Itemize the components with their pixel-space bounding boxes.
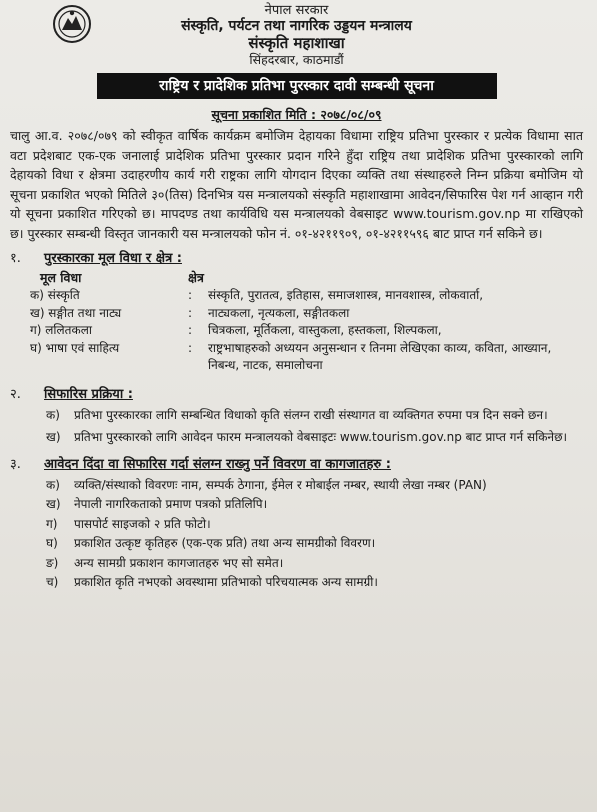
section-recommendation-process (10, 385, 583, 447)
section-number: २. (10, 386, 21, 402)
publication-date: सूचना प्रकाशित मिति : २०७८/०८/०९ (211, 107, 382, 123)
column-header-field: क्षेत्र (188, 270, 204, 286)
list-item: ख) नेपाली नागरिकताको प्रमाण पत्रको प्रतिलिपि। (46, 497, 268, 512)
section-number: ३. (10, 456, 21, 472)
government-emblem-icon (52, 4, 92, 44)
section-heading (10, 385, 583, 405)
list-item: ग) पासपोर्ट साइजको २ प्रति फोटो। (46, 516, 211, 531)
ministry-name: संस्कृति, पर्यटन तथा नागरिक उड्डयन मन्त्रालय (181, 18, 412, 35)
section-title: सिफारिस प्रक्रिया : (44, 386, 133, 402)
letterhead (10, 0, 583, 67)
list-item: क) व्यक्ति/संस्थाको विवरणः नाम, सम्पर्क ठेगाना, ईमेल र मोबाईल नम्बर, स्थायी लेखा नम्बर (PAN) (46, 477, 487, 492)
category-row: ख) सङ्गीत तथा नाट्य : नाट्यकला, नृत्यकला, सङ्गीतकला (30, 305, 350, 320)
category-row: क) संस्कृति : संस्कृति, पुरातत्व, इतिहास, समाजशास्त्र, मानवशास्त्र, लोकवार्ता, (30, 288, 484, 303)
list-item: ख) प्रतिभा पुरस्कारको लागि आवेदन फारम मन्त्रालयको वेबसाइटः www.tourism.gov.np बाट प्राप्त गर्न सकिनेछ। (46, 430, 568, 445)
office-address: सिंहदरबार, काठमाडौं (249, 51, 344, 67)
section-number: १. (10, 251, 21, 267)
section-award-categories (10, 249, 583, 375)
section-heading (10, 455, 583, 475)
section-heading (10, 249, 583, 269)
government-name: नेपाल सरकार (264, 3, 329, 18)
division-name: संस्कृति महाशाखा (248, 33, 345, 52)
category-row: घ) भाषा एवं साहित्य : राष्ट्रभाषाहरुको अध्ययन अनुसन्धान र तिनमा लेखिएका काव्य, कविता, आख्यान, निबन्ध, नाटक, समालोचना (30, 340, 552, 373)
category-row: ग) ललितकला : चित्रकला, मूर्तिकला, वास्तुकला, हस्तकला, शिल्पकला, (30, 323, 442, 338)
notice-title: राष्ट्रिय र प्रादेशिक प्रतिभा पुरस्कार दावी सम्बन्धी सूचना (97, 73, 497, 99)
category-table-header (40, 269, 583, 287)
section-title: पुरस्कारका मूल विधा र क्षेत्र : (44, 251, 182, 267)
section-required-documents (10, 455, 583, 592)
list-item: घ) प्रकाशित उत्कृष्ट कृतिहरु (एक-एक प्रति) तथा अन्य सामग्रीको विवरण। (46, 536, 376, 551)
list-item: ङ) अन्य सामग्री प्रकाशन कागजातहरु भए सो समेत। (46, 555, 284, 570)
column-header-genre: मूल विधा (40, 270, 82, 286)
intro-paragraph: चालु आ.व. २०७८/०७९ को स्वीकृत वार्षिक कार्यक्रम बमोजिम देहायका विधामा राष्ट्रिय प्रतिभा पुरस्कार र प्रत्येक विधामा सात वटा प्रदेशबाट एक-एक जनालाई प्रादेशिक प्रतिभा पुरस्कार प्रदान गरिने हुँदा राष्ट्रिय तथा प्रादेशिक प्रतिभा पुरस्कारको लागि देहायको विधा र क्षेत्रमा उदाहरणीय कार्य गरी राष्ट्रका लागि योगदान दिएका व्यक्ति तथा संस्थाहरुले निम्न प्रक्रिया बमोजिम यो सूचना प्रकाशित भएको मितिले ३०(तिस) दिनभित्र यस मन्त्रालयको संस्कृति महाशाखामा आवेदन/सिफारिस पेश गर्न आव्हान गरी यो सूचना प्रकाशित गरिएको छ। मापदण्ड तथा कार्यविधि यस मन्त्रालयको वेबसाइट www.tourism.gov.np मा राखिएको छ। पुरस्कार सम्बन्धी विस्तृत जानकारी यस मन्त्रालयको फोन नं. ०१-४२११९०९, ०१-४२११५९६ बाट प्राप्त गर्न सकिने छ। (10, 128, 583, 241)
section-title: आवेदन दिंदा वा सिफारिस गर्दा संलग्न राख्नु पर्ने विवरण वा कागजातहरु : (44, 456, 391, 472)
list-item: च) प्रकाशित कृति नभएको अवस्थामा प्रतिभाको परिचयात्मक अन्य सामग्री। (46, 575, 378, 590)
list-item: क) प्रतिभा पुरस्कारका लागि सम्बन्धित विधाको कृति संलग्न राखी संस्थागत वा व्यक्तिगत रुपमा पत्र दिन सक्ने छन। (46, 407, 548, 422)
